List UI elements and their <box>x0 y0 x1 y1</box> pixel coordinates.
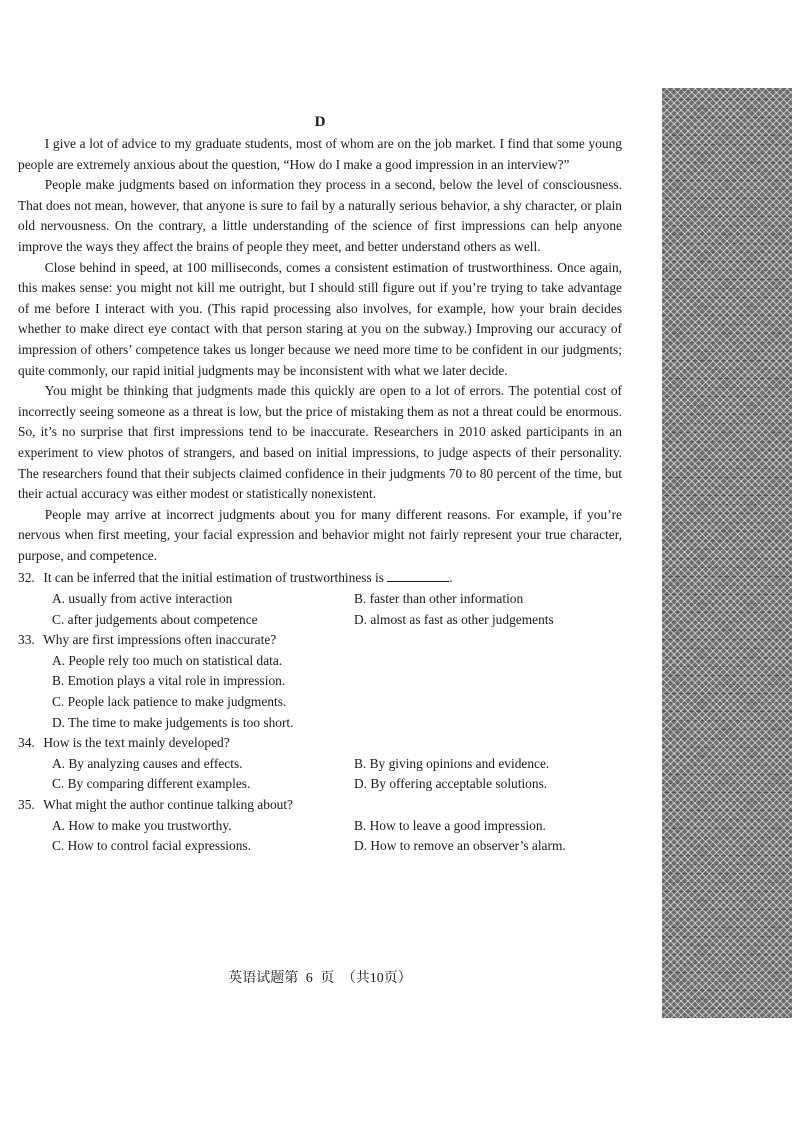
option-row <box>18 774 622 795</box>
passage-paragraph: Close behind in speed, at 100 milliseconds, comes a consistent estimation of trustworthiness. Once again, this makes sense: you might not kill me outright, but I should still figure out if you’re trying to take advantage of me before I interact with you. (This rapid processing also involves, for example, how your brain decides whether to make direct eye contact with that person staring at you on the subway.) Improving our accuracy of impression of others’ competence takes us longer because we need more time to be confident in our judgments; quite commonly, our rapid initial judgments may be inconsistent with what we later decide. <box>18 259 622 378</box>
option-b: B. faster than other information <box>354 591 524 607</box>
option-c: C. People lack patience to make judgments. <box>52 694 287 710</box>
option-c: C. after judgements about competence <box>52 611 258 627</box>
passage-paragraph: People may arrive at incorrect judgments about you for many different reasons. For example, if you’re nervous when first meeting, your facial expression and behavior might not fairly represent your true character, purpose, and competence. <box>18 506 622 563</box>
scan-edge-texture <box>662 88 792 1018</box>
option-a: A. By analyzing causes and effects. <box>52 755 243 771</box>
footer-page-number: 6 <box>305 971 313 986</box>
exam-page <box>18 112 622 857</box>
option-b: B. Emotion plays a vital role in impression. <box>52 673 286 689</box>
question-number: 34. <box>18 735 35 751</box>
passage-paragraph: People make judgments based on information they process in a second, below the level of consciousness. That does not mean, however, that anyone is sure to fail by a naturally serious behavior, a shy character, or plain old nervousness. On the contrary, a little understanding of the science of first impressions can help anyone improve the ways they affect the brains of people they meet, and better understand others as well. <box>18 177 622 254</box>
option-d: D. almost as fast as other judgements <box>354 611 554 627</box>
option-row <box>18 836 622 857</box>
question-text: Why are first impressions often inaccurate? <box>43 632 277 648</box>
question-34-stem <box>18 733 622 754</box>
option-d: D. The time to make judgements is too short. <box>52 714 294 730</box>
option-a: A. usually from active interaction <box>52 591 233 607</box>
answer-blank <box>387 569 449 582</box>
question-text: What might the author continue talking about? <box>43 797 294 812</box>
section-title: D <box>314 114 326 130</box>
option-c: C. How to control facial expressions. <box>52 838 251 854</box>
footer-label: 英语试题第 <box>228 971 299 986</box>
option-a: A. People rely too much on statistical data. <box>52 652 283 668</box>
question-33-stem <box>18 630 622 651</box>
option-row <box>18 754 622 775</box>
page-footer <box>0 969 640 989</box>
footer-unit: 页 <box>320 971 335 986</box>
question-number: 33. <box>18 632 35 648</box>
option-a: A. How to make you trustworthy. <box>52 817 232 833</box>
passage-paragraph: You might be thinking that judgments made this quickly are open to a lot of errors. The potential cost of incorrectly seeing someone as a threat is low, but the price of mistaking them as not a threat could be enormous. So, it’s no surprise that first impressions tend to be inaccurate. Researchers in 2010 asked participants in an experiment to view photos of strangers, and based on initial impressions, to judge aspects of their personality. The researchers found that their subjects claimed confidence in their judgments 70 to 80 percent of the time, but their actual accuracy was either modest or statistically nonexistent. <box>18 383 622 502</box>
option-c: C. By comparing different examples. <box>52 776 251 792</box>
question-number: 32. <box>18 570 35 586</box>
footer-total: （共10页） <box>341 971 412 986</box>
question-list <box>18 568 622 856</box>
option-d: D. By offering acceptable solutions. <box>354 776 548 792</box>
question-number: 35. <box>18 797 35 812</box>
option-row <box>18 816 622 837</box>
question-end: . <box>449 570 453 586</box>
option-b: B. How to leave a good impression. <box>354 817 546 833</box>
option-b: B. By giving opinions and evidence. <box>354 755 550 771</box>
option-row <box>18 589 622 610</box>
question-text: How is the text mainly developed? <box>43 735 230 751</box>
question-text: It can be inferred that the initial estimation of trustworthiness is <box>43 570 384 586</box>
question-32-stem <box>18 568 622 589</box>
option-d: D. How to remove an observer’s alarm. <box>354 838 566 854</box>
option-row <box>18 610 622 631</box>
question-35-stem <box>18 795 622 816</box>
passage-paragraph: I give a lot of advice to my graduate students, most of whom are on the job market. I find that some young people are extremely anxious about the question, “How do I make a good impression in an interview?” <box>18 136 622 172</box>
